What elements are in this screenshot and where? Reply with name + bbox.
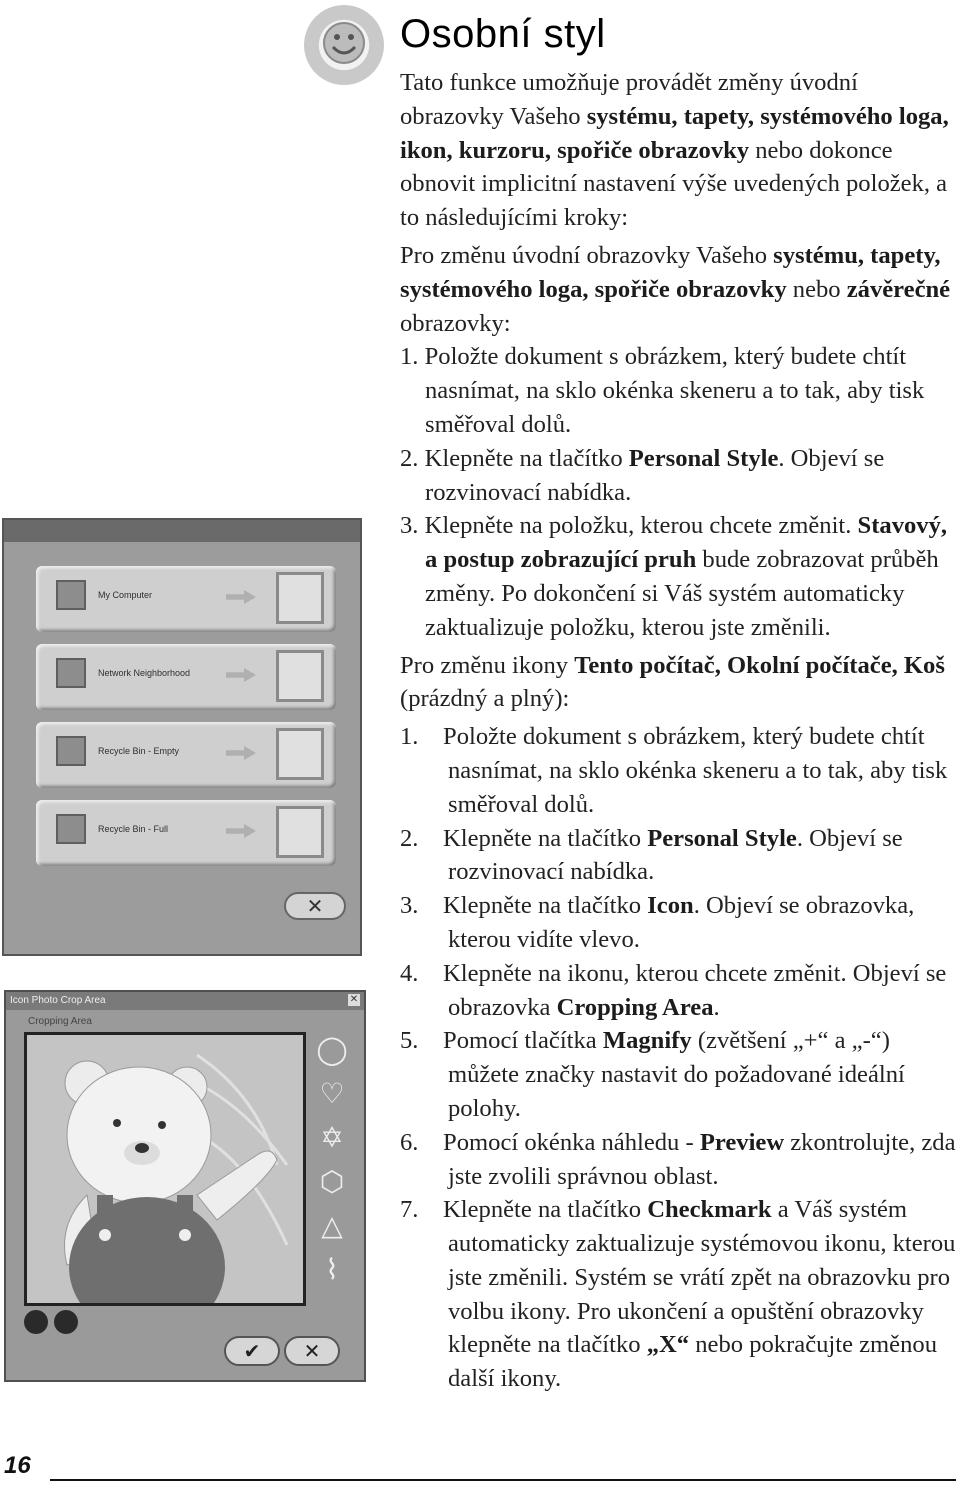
- scroll-icon[interactable]: ⌇: [325, 1253, 339, 1286]
- paragraph-t1: 1. Položte dokument s obrázkem, který budete chtít nasnímat, na sklo okénka skeneru a to tak, aby tisk směřoval dolů.: [400, 723, 948, 818]
- hexagon-icon[interactable]: ⬡: [319, 1165, 345, 1198]
- paragraph-s1: 1. Položte dokument s obrázkem, který budete chtít nasnímat, na sklo okénka skeneru a to tak, aby tisk směřoval dolů.: [400, 343, 925, 438]
- arrow-icon: [226, 590, 256, 604]
- menu-item-4[interactable]: [36, 800, 336, 866]
- paragraph-t3: 3. Klepněte na tlačítko Icon. Objeví se obrazovka, kterou vidíte vlevo.: [400, 892, 915, 953]
- shape-selector: [312, 1032, 352, 1292]
- select-box[interactable]: [276, 572, 324, 624]
- network-icon: [56, 658, 86, 688]
- heart-icon[interactable]: ♡: [319, 1077, 345, 1110]
- window-title-bar: [6, 992, 364, 1010]
- page-title: Osobní styl: [400, 12, 606, 56]
- page-number: 16: [4, 1452, 31, 1479]
- window-title: Icon Photo Crop Area: [10, 995, 106, 1006]
- menu-item-label: Recycle Bin - Full: [98, 824, 169, 834]
- bear-image: [27, 1035, 303, 1303]
- title-bar: [4, 520, 360, 542]
- computer-icon: [56, 580, 86, 610]
- paragraph-p2: Pro změnu ikony Tento počítač, Okolní počítače, Koš (prázdný a plný):: [400, 651, 945, 713]
- menu-item-label: Recycle Bin - Empty: [98, 746, 180, 756]
- paragraph-t7: 7. Klepněte na tlačítko Checkmark a Váš systém automaticky zaktualizuje systémovou ikonu, kterou jste změnili. Systém se vrátí zpět na obrazovku pro volbu ikony. Pro ukončení a opuštění obrazovky klepněte na tlačítko „X“ nebo pokračujte změnou další ikony.: [400, 1196, 956, 1393]
- personal-style-menu-screenshot: [2, 518, 362, 956]
- paragraph-t6: 6. Pomocí okénka náhledu - Preview zkontrolujte, zda jste zvolili správnou oblast.: [400, 1128, 956, 1190]
- zoom-in-icon[interactable]: [24, 1310, 48, 1334]
- recycle-bin-empty-icon: [56, 736, 86, 766]
- select-box[interactable]: [276, 650, 324, 702]
- recycle-bin-full-icon: [56, 814, 86, 844]
- footer-rule: [50, 1479, 956, 1481]
- paragraph-s3: 3. Klepněte na položku, kterou chcete změnit. Stavový, a postup zobrazující pruh bude zobrazovat průběh změny. Po dokončení si Váš systém automaticky zaktualizuje položku, kterou jste změnili.: [400, 512, 948, 641]
- arrow-icon: [226, 668, 256, 682]
- select-box[interactable]: [276, 728, 324, 780]
- paragraph-t5: 5. Pomocí tlačítka Magnify (zvětšení „+“ a „-“) můžete značky nastavit do požadované ideální polohy.: [400, 1027, 905, 1122]
- paragraph-p0: Tato funkce umožňuje provádět změny úvodní obrazovky Vašeho systému, tapety, systémového loga, ikon, kurzoru, spořiče obrazovky nebo dokonce obnovit implicitní nastavení výše uvedených položek, a to následujícími kroky:: [400, 69, 949, 232]
- arrow-icon: [226, 824, 256, 838]
- crop-subtitle: Cropping Area: [28, 1016, 92, 1027]
- cropping-area-screenshot: [4, 990, 366, 1382]
- menu-item-2[interactable]: [36, 644, 336, 710]
- paragraph-s2: 2. Klepněte na tlačítko Personal Style. Objeví se rozvinovací nabídka.: [400, 444, 885, 506]
- star-icon[interactable]: ✡: [320, 1121, 344, 1154]
- menu-item-label: Network Neighborhood: [98, 668, 191, 678]
- crop-canvas[interactable]: [24, 1032, 306, 1306]
- body-text: [400, 66, 956, 1396]
- paragraph-t4: 4. Klepněte na ikonu, kterou chcete změnit. Objeví se obrazovka Cropping Area.: [400, 959, 947, 1021]
- triangle-icon[interactable]: △: [321, 1209, 343, 1242]
- circle-icon[interactable]: ◯: [316, 1033, 348, 1066]
- smiley-icon: [304, 5, 384, 85]
- paragraph-t2: 2. Klepněte na tlačítko Personal Style. Objeví se rozvinovací nabídka.: [400, 824, 903, 886]
- cancel-button[interactable]: ✕: [284, 1336, 340, 1366]
- arrow-icon: [226, 746, 256, 760]
- checkmark-button[interactable]: ✔: [224, 1336, 280, 1366]
- zoom-out-icon[interactable]: [54, 1310, 78, 1334]
- menu-item-label: My Computer: [98, 590, 153, 600]
- close-button[interactable]: ✕: [284, 892, 346, 920]
- paragraph-p1: Pro změnu úvodní obrazovky Vašeho systému, tapety, systémového loga, spořiče obrazovky nebo závěrečné obrazovky:: [400, 241, 951, 337]
- select-box[interactable]: [276, 806, 324, 858]
- menu-item-3[interactable]: [36, 722, 336, 788]
- menu-item-1[interactable]: [36, 566, 336, 632]
- window-close-icon[interactable]: ✕: [349, 994, 359, 1005]
